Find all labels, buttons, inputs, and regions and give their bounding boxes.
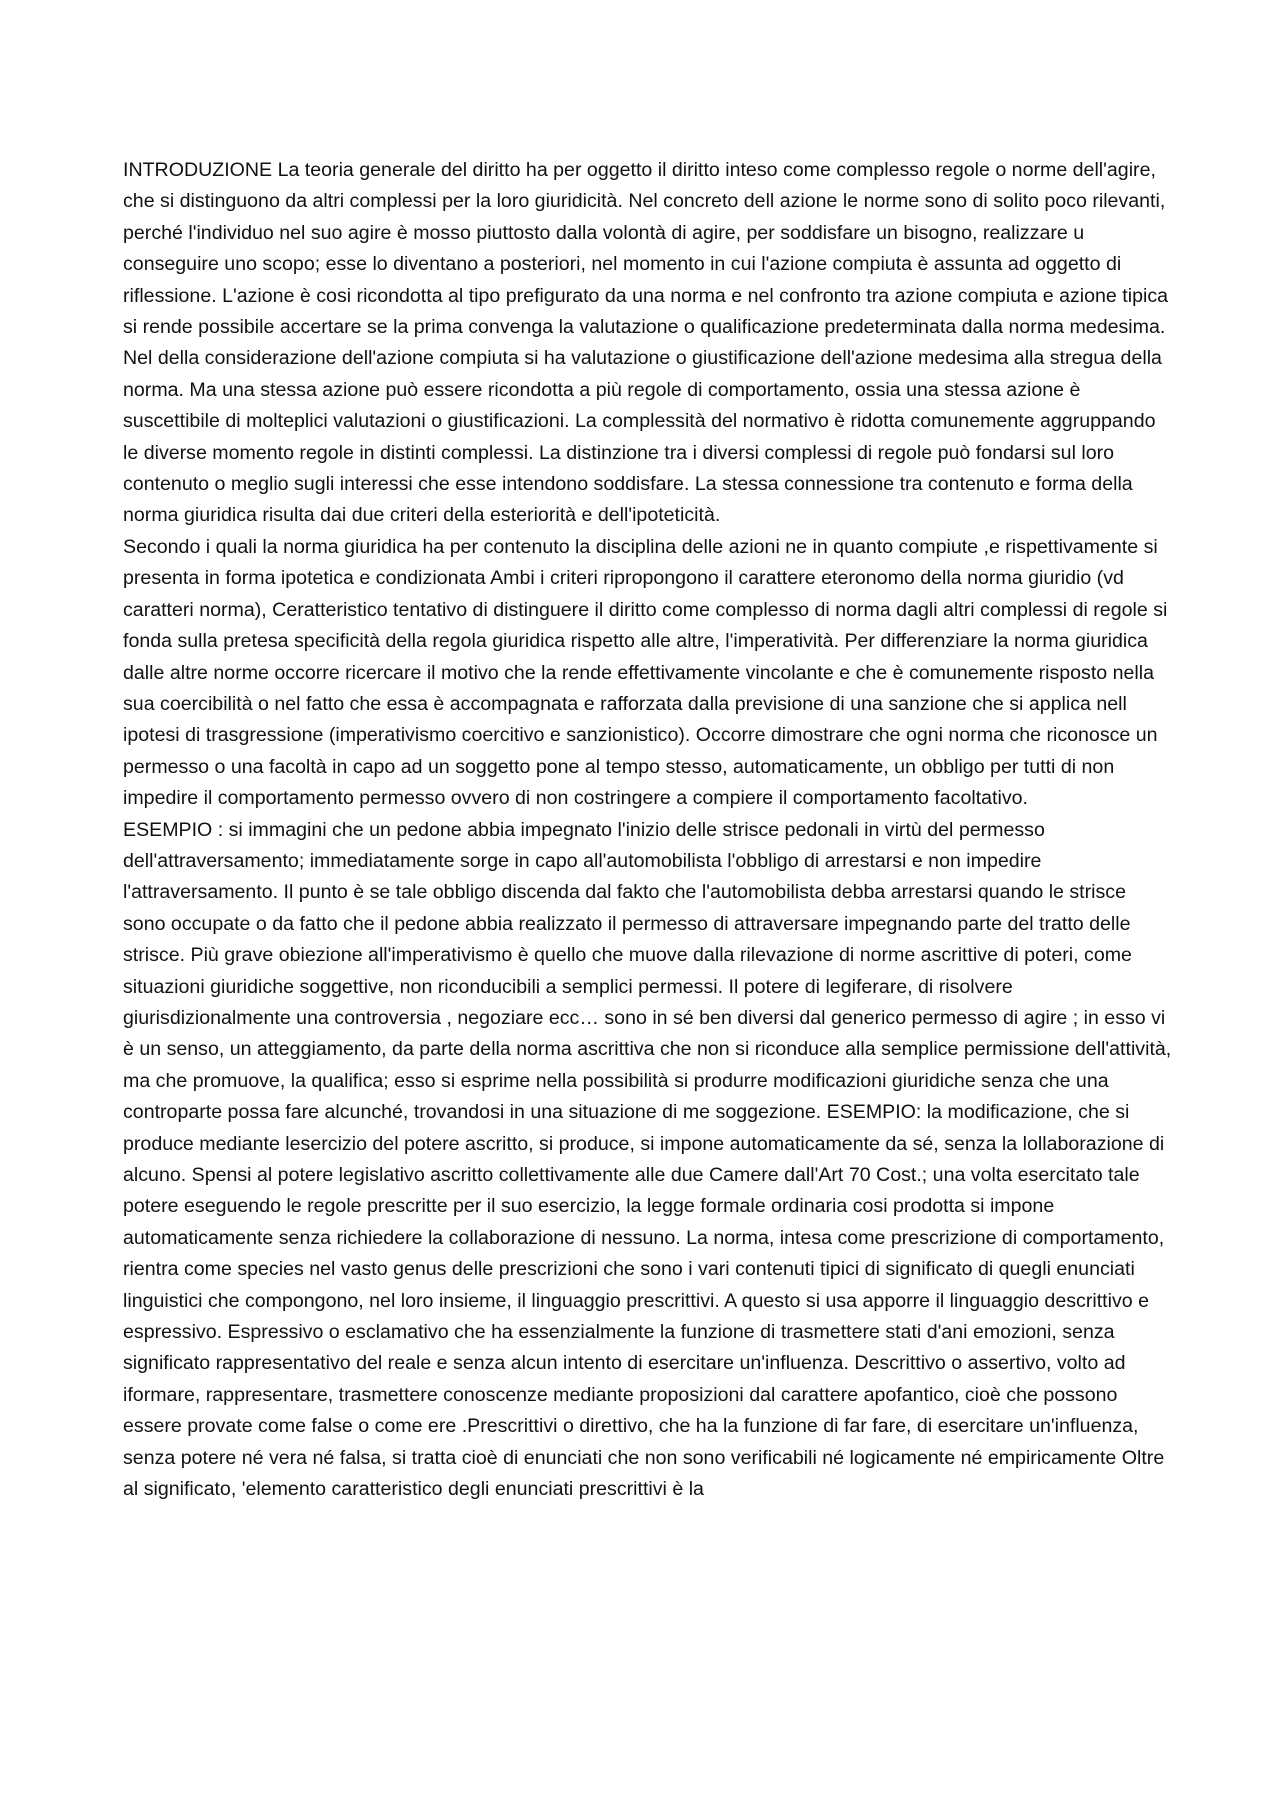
paragraph-secondo-i-quali: Secondo i quali la norma giuridica ha per contenuto la disciplina delle azioni ne in quanto compiute ,e rispettivamente si presenta in forma ipotetica e condizionata Ambi i criteri ripropongono il carattere eteronomo della norma giuridio (vd caratteri norma), Ceratteristico tentativo di distinguere il diritto come complesso di norma dagli altri complessi di regole si fonda sulla pretesa specificità della regola giuridica rispetto alle altre, l'imperatività. Per differenziare la norma giuridica dalle altre norme occorre ricercare il motivo che la rende effettivamente vincolante e che è comunemente risposto nella sua coercibilità o nel fatto che essa è accompagnata e rafforzata dalla previsione di una sanzione che si applica nell ipotesi di trasgressione (imperativismo coercitivo e sanzionistico). Occorre dimostrare che ogni norma che riconosce un permesso o una facoltà in capo ad un soggetto pone al tempo stesso, automaticamente, un obbligo per tutti di non impedire il comportamento permesso ovvero di non costringere a compiere il comportamento facoltativo. [123,535,1168,810]
paragraph-introduzione: INTRODUZIONE La teoria generale del diritto ha per oggetto il diritto inteso come complesso regole o norme dell'agire, che si distinguono da altri complessi per la loro giuridicità. Nel concreto dell azione le norme sono di solito poco rilevanti, perché l'individuo nel suo agire è mosso piuttosto dalla volontà di agire, per soddisfare un bisogno, realizzare u conseguire uno scopo; esse lo diventano a posteriori, nel momento in cui l'azione compiuta è assunta ad oggetto di riflessione. L'azione è cosi ricondotta al tipo prefigurato da una norma e nel confronto tra azione compiuta e azione tipica si rende possibile accertare se la prima convenga la valutazione o qualificazione predeterminata dalla norma medesima. Nel della considerazione dell'azione compiuta si ha valutazione o giustificazione dell'azione medesima alla stregua della norma. Ma una stessa azione può essere ricondotta a più regole di comportamento, ossia una stessa azione è suscettibile di molteplici valutazioni o giustificazioni. La complessità del normativo è ridotta comunemente aggruppando le diverse momento regole in distinti complessi. La distinzione tra i diversi complessi di regole può fondarsi sul loro contenuto o meglio sugli interessi che esse intendono soddisfare. La stessa connessione tra contenuto e forma della norma giuridica risulta dai due criteri della esteriorità e dell'ipoteticità. [123,159,1169,527]
paragraph-esempio: ESEMPIO : si immagini che un pedone abbia impegnato l'inizio delle strisce pedonali in virtù del permesso dell'attraversamento; immediatamente sorge in capo all'automobilista l'obbligo di arrestarsi e non impedire l'attraversamento. Il punto è se tale obbligo discenda dal fakto che l'automobilista debba arrestarsi quando le strisce sono occupate o da fatto che il pedone abbia realizzato il permesso di attraversare impegnando parte del tratto delle strisce. Più grave obiezione all'imperativismo è quello che muove dalla rilevazione di norme ascrittive di poteri, come situazioni giuridiche soggettive, non riconducibili a semplici permessi. Il potere di legiferare, di risolvere giurisdizionalmente una controversia , negoziare ecc… sono in sé ben diversi dal generico permesso di agire ; in esso vi è un senso, un atteggiamento, da parte della norma ascrittiva che non si riconduce alla semplice permissione dell'attività, ma che promuove, la qualifica; esso si esprime nella possibilità si produrre modificazioni giuridiche senza che una controparte possa fare alcunché, trovandosi in una situazione di me soggezione. ESEMPIO: la modificazione, che si produce mediante lesercizio del potere ascritto, si produce, si impone automaticamente da sé, senza la lollaborazione di alcuno. Spensi al potere legislativo ascritto collettivamente alle due Camere dall'Art 70 Cost.; una volta esercitato tale potere eseguendo le regole prescritte per il suo esercizio, la legge formale ordinaria cosi prodotta si impone automaticamente senza richiedere la collaborazione di nessuno. La norma, intesa come prescrizione di comportamento, rientra come species nel vasto genus delle prescrizioni che sono i vari contenuti tipici di significato di quegli enunciati linguistici che compongono, nel loro insieme, il linguaggio prescrittivi. A questo si usa apporre il linguaggio descrittivo e espressivo. Espressivo o esclamativo che ha essenzialmente la funzione di trasmettere stati d'ani emozioni, senza significato rappresentativo del reale e senza alcun intento di esercitare un'influenza. Descrittivo o assertivo, volto ad iformare, rappresentare, trasmettere conoscenze mediante proposizioni dal carattere apofantico, cioè che possono essere provate come false o come ere .Prescrittivi o direttivo, che ha la funzione di far fare, di esercitare un'influenza, senza potere né vera né falsa, si tratta cioè di enunciati che non sono verificabili né logicamente né empiricamente Oltre al significato, 'elemento caratteristico degli enunciati prescrittivi è la [123,818,1172,1501]
document-body [123,155,1173,1505]
